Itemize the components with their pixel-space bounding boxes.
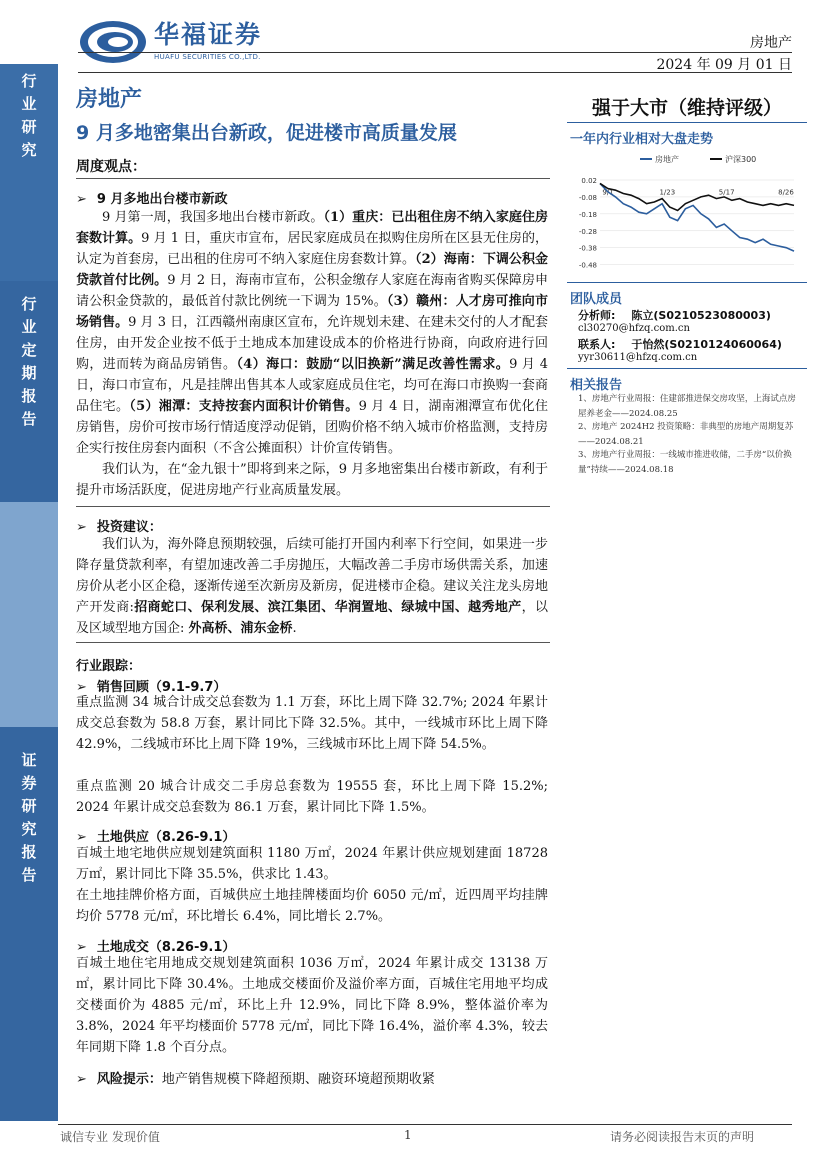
related-report-1[interactable]: 1、房地产行业周报：住建部推进保交房攻坚，上海试点房屋养老金——2024.08.25 [578, 394, 796, 419]
arrow-icon: ➢ [76, 830, 87, 845]
page-number: 1 [404, 1128, 412, 1142]
contact-email[interactable]: yyr30611@hfzq.com.cn [578, 352, 698, 363]
text-run: 9 月 1 日，重庆市宣布，居民家庭成员在拟购住房所在区县无住房的，认定为首套房，已出租的住房可不纳入家庭住房套数计算。 [76, 231, 548, 267]
bold-run: （3）赣州：人才房可推向市场销售。 [76, 294, 548, 330]
legend-label: 房地产 [655, 155, 679, 164]
text-run: . [292, 621, 297, 636]
bold-run: 外高桥、浦东金桥 [188, 621, 293, 636]
band-securities-report [0, 727, 58, 1121]
policy-paragraph-2 [76, 459, 548, 501]
bold-run: （2）海南：下调公积金贷款首付比例。 [76, 252, 548, 288]
y-tick-label: -0.48 [578, 261, 597, 270]
policy-paragraph-1 [76, 207, 548, 459]
team-divider [567, 368, 807, 369]
band-securities-report-char: 券 [21, 774, 37, 792]
band-securities-report-char: 报 [21, 843, 37, 861]
bold-run: （1）重庆：已出租住房不纳入家庭住房套数计算。 [76, 210, 549, 246]
text-run: 我们认为，海外降息预期较强，后续可能打开国内利率下行空间，如果进一步降存量贷款利率，有望加速改善二手房抛压，大幅改善二手房市场供需关系，加速房价从老小区企稳，逐渐传递至次新房及新房，促进楼市企稳。建议关注龙头房地产开发商: [76, 537, 548, 615]
deal-heading: ➢ 土地成交（8.26-9.1） [76, 940, 236, 955]
left-band [0, 64, 58, 1121]
band-industry-research-char: 究 [21, 141, 37, 159]
chart-divider [567, 282, 807, 283]
section-divider [76, 642, 550, 643]
band-periodic-report-char: 期 [21, 364, 37, 382]
arrow-icon: ➢ [76, 680, 87, 695]
arrow-icon: ➢ [76, 192, 87, 207]
band-industry-research-char: 研 [21, 118, 37, 136]
logo-name-en: HUAFU SECURITIES CO.,LTD. [154, 53, 261, 61]
y-tick-label: 0.02 [581, 177, 597, 185]
analyst-email[interactable]: cl30270@hfzq.com.cn [578, 323, 690, 334]
bold-run: （4）海口：鼓励“以旧换新”满足改善性需求。 [236, 357, 510, 372]
header-divider [78, 52, 792, 53]
bold-run: （5）湘潭：支持按套内面积计价销售。 [129, 399, 359, 414]
band-periodic-report-char: 定 [21, 341, 37, 359]
team-heading: 团队成员 [570, 292, 623, 307]
tracking-heading: 行业跟踪： [76, 659, 142, 674]
rating-divider [567, 122, 807, 123]
rating: 强于大市（维持评级） [591, 97, 782, 119]
supply-paragraph-1: 百城土地宅地供应规划建筑面积 1180 万㎡，2024 年累计供应规划建面 18728 万㎡，累计同比下降 35.5%，供求比 1.43。 [76, 846, 548, 882]
chart-title: 一年内行业相对大盘走势 [570, 132, 714, 147]
analyst: 分析师: 陈立(S0210523080003) [578, 309, 771, 322]
y-tick-label: -0.08 [578, 193, 597, 202]
arrow-icon: ➢ [76, 520, 87, 535]
series-line [600, 183, 794, 251]
footer-disclaimer: 请务必阅读报告末页的声明 [609, 1130, 754, 1144]
supply-paragraph-2: 在土地挂牌价格方面，百城供应土地挂牌楼面均价 6050 元/㎡，近四周平均挂牌均价 5778 元/㎡，环比增长 6.4%，同比增长 2.7%。 [76, 888, 548, 924]
text-run: 我们认为，在“金九银十”即将到来之际，9 月多地密集出台楼市新政，有利于提升市场活跃度，促进房地产行业高质量发展。 [76, 462, 548, 498]
logo-name-cn: 华福证券 [154, 20, 263, 49]
band-periodic-report-char: 报 [21, 387, 37, 405]
report-industry-title: 房地产 [76, 87, 143, 112]
text-run: 9 月 2 日，海南市宣布，公积金缴存人家庭在海南省购买保障房申请公积金贷款的，最低首付款比例统一下调为 15%。 [76, 273, 548, 309]
relative-performance-chart [570, 150, 802, 274]
band-industry-research-char: 业 [21, 95, 37, 113]
band-periodic-report-char: 业 [21, 318, 37, 336]
bold-run: 招商蛇口、保利发展、滨江集团、华润置地、绿城中国、越秀地产 [133, 600, 522, 615]
report-date: 2024 年 09 月 01 日 [656, 57, 792, 73]
y-tick-label: -0.28 [578, 227, 597, 236]
band-periodic-report [0, 281, 58, 502]
text-run: 9 月 4 日，湖南湘潭宣布优化住房销售，房价可按市场行情适度浮动促销，团购价格不纳入城市价格监测，支持房企实行按住房套内面积（不含公摊面积）计价宣传销售。 [76, 399, 548, 456]
band-securities-report-char: 证 [21, 751, 37, 769]
x-tick-label: 9/1 [602, 188, 614, 197]
band-periodic-report-char: 告 [21, 410, 37, 428]
header-divider-2 [78, 72, 792, 73]
band-spacer [0, 502, 58, 727]
risk-text: 地产销售规模下降超预期、融资环境超预期收紧 [161, 1072, 435, 1087]
related-report-2[interactable]: 2、房地产 2024H2 投资策略：非典型的房地产周期复苏 ——2024.08.21 [578, 422, 794, 447]
invest-paragraph [76, 534, 548, 639]
text-run: 9 月 3 日，江西赣州南康区宣布，允许规划未建、在建未交付的人才配套住房，由开发企业按不低于土地成本加建设成本的价格进行协商，向政府进行回购，进而转为商品房销售。 [76, 315, 548, 372]
x-tick-label: 8/26 [778, 188, 794, 197]
band-industry-research [0, 64, 58, 281]
supply-heading: ➢ 土地供应（8.26-9.1） [76, 830, 236, 845]
related-report-3[interactable]: 3、房地产行业周报：一线城市推进收储，二手房“以价换量”持续——2024.08.18 [578, 450, 792, 475]
company-logo [78, 18, 262, 66]
text-run: 9 月 4 日，海口市宣布，凡是挂牌出售其本人或家庭成员住宅，均可在海口市换购一套商品住宅。 [76, 357, 548, 414]
band-securities-report-char: 究 [21, 820, 37, 838]
y-tick-label: -0.18 [578, 210, 597, 219]
footer-slogan: 诚信专业 发现价值 [60, 1130, 160, 1144]
logo-mark-icon [78, 18, 148, 66]
section-divider [76, 506, 550, 507]
deal-paragraph: 百城土地住宅用地成交规划建筑面积 1036 万㎡，2024 年累计成交 13138 万㎡，累计同比下降 30.4%。土地成交楼面价及溢价率方面，百城住宅用地平均成交楼面价为 4885 元/㎡，环比上升 12.9%，同比下降 8.9%，整体溢价率为 3.8%，2024 年平均楼面价 5778 元/㎡，同比下降 16.4%，溢价率 4.3%，较去年同期下降 1.8 个百分点。 [76, 956, 548, 1055]
weekly-view-heading: 周度观点： [76, 159, 146, 175]
sales-paragraph-2: 重点监测 20 城合计成交二手房总套数为 19555 套，环比上周下降 15.2%; 2024 年累计成交总套数为 86.1 万套，累计同比下降 1.5%。 [76, 779, 548, 815]
contact: 联系人: 于怡然(S0210124060064) [578, 338, 782, 351]
x-tick-label: 5/17 [718, 188, 735, 197]
legend-label: 沪深300 [725, 155, 757, 164]
risk-heading: ➢ 风险提示：地产销售规模下降超预期、融资环境超预期收紧 [76, 1072, 435, 1087]
footer-divider [58, 1124, 792, 1125]
header-industry: 房地产 [750, 35, 792, 51]
sales-paragraph-1: 重点监测 34 城合计成交总套数为 1.1 万套，环比上周下降 32.7%; 2024 年累计成交总套数为 58.8 万套，累计同比下降 32.5%。其中，一线城市环比上周下降 42.9%，二线城市环比上周下降 19%，三线城市环比上周下降 54.5%。 [76, 695, 548, 752]
arrow-icon: ➢ [76, 940, 87, 955]
band-industry-research-char: 行 [21, 72, 37, 90]
y-tick-label: -0.38 [578, 244, 597, 253]
sales-heading: ➢ 销售回顾（9.1-9.7） [76, 680, 227, 695]
text-run: ，以及区域型地方国企: [76, 600, 548, 636]
band-securities-report-char: 研 [21, 797, 37, 815]
policy-heading: ➢ 9 月多地出台楼市新政 [76, 192, 228, 207]
x-tick-label: 1/23 [659, 188, 676, 197]
related-reports-heading: 相关报告 [570, 378, 623, 393]
section-divider [76, 178, 550, 179]
arrow-icon: ➢ [76, 1072, 87, 1087]
report-subtitle: 9 月多地密集出台新政，促进楼市高质量发展 [76, 122, 457, 144]
text-run: 9 月第一周，我国多地出台楼市新政。 [102, 210, 324, 225]
band-periodic-report-char: 行 [21, 295, 37, 313]
band-securities-report-char: 告 [21, 866, 37, 884]
invest-heading: ➢ 投资建议： [76, 520, 162, 535]
